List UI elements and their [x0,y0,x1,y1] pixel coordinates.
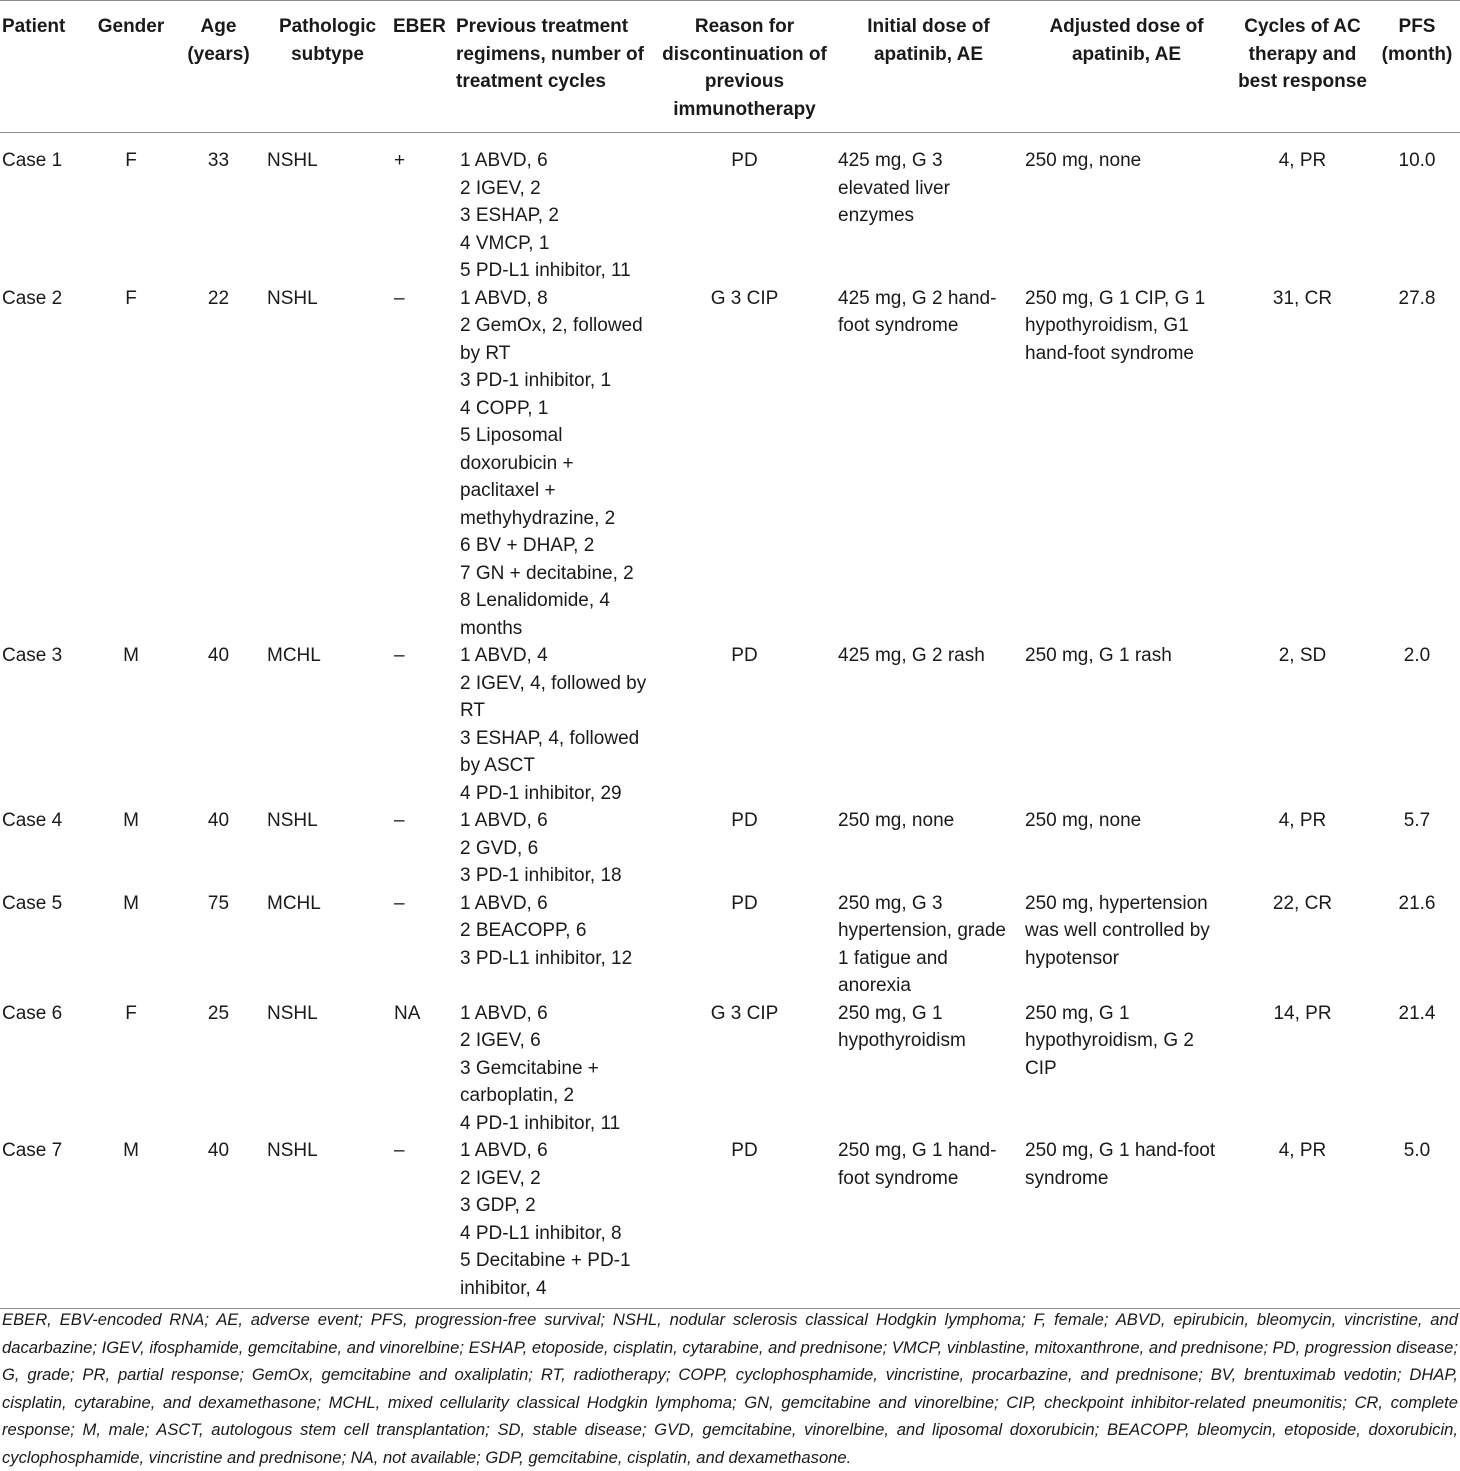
table-row [0,133,1460,285]
regimen-line: 7 GN + decitabine, 2 [460,562,634,584]
eber-cell: – [391,1137,454,1309]
header-adjusted-dose: Adjusted dose of apatinib, AE [1022,1,1231,133]
gender-cell: M [123,645,139,666]
pfs-cell: 21.6 [1398,892,1436,914]
gender-cell: M [89,1137,173,1309]
table-row [0,642,1460,807]
regimen-line: 3 PD-L1 inhibitor, 12 [460,947,633,969]
regimen-line: 3 ESHAP, 4, followed by ASCT [460,727,640,776]
discontinuation-reason-cell: G 3 CIP [710,1002,779,1024]
discontinuation-reason-cell: PD [731,645,758,666]
eber-cell: + [394,150,406,171]
eber-cell: – [394,645,405,666]
discontinuation-reason-cell: PD [731,810,758,831]
regimen-line: 2 GemOx, 2, followed by RT [460,315,643,364]
ac-cycles-response-cell: 4, PR [1278,150,1327,171]
pathologic-subtype-cell: MCHL [267,645,321,666]
table-row [0,807,1460,890]
header-patient: Patient [0,1,89,133]
header-age: Age (years) [173,1,264,133]
ac-cycles-response-cell: 31, CR [1272,287,1333,309]
adjusted-dose-cell: 250 mg, hypertension was well controlled by hypotensor [1025,892,1210,969]
age-cell: 22 [207,287,230,309]
previous-regimens-cell [454,285,654,643]
table-row [0,890,1460,1000]
regimen-line: 8 Lenalidomide, 4 months [460,590,610,639]
ac-cycles-response-cell: 2, SD [1278,645,1327,666]
regimen-line: 2 IGEV, 2 [460,177,541,199]
regimen-line: 1 ABVD, 6 [460,810,548,831]
patient-cell: Case 7 [0,1137,89,1309]
regimen-line: 2 IGEV, 4, followed by RT [460,672,647,721]
initial-dose-cell: 250 mg, none [838,810,955,831]
pathologic-subtype-cell: MCHL [267,892,321,914]
table-footnote: EBER, EBV-encoded RNA; AE, adverse event; PFS, progression-free survival; NSHL, nodular sclerosis classical Hodgkin lymphoma; F, female; ABVD, epirubicin, bleomycin, vincristine, and dacarbazine; IGEV, ifosphamide, gemcitabine, and vinorelbine; ESHAP, etoposide, cisplatin, cytarabine, and prednisone; VMCP, vinblastine, mitoxanthrone, and prednisone; PD, progression disease; G, grade; PR, partial response; GemOx, gemcitabine and oxaliplatin; RT, radiotherapy; COPP, cyclophosphamide, vincristine, procarbazine, and prednisone; BV, brentuximab vedotin; DHAP, cisplatin, cytarabine, and dexamethasone; MCHL, mixed cellularity classical Hodgkin lymphoma; GN, gemcitabine and vinorelbine; CIP, checkpoint inhibitor-related pneumonitis; CR, complete response; M, male; ASCT, autologous stem cell transplantation; SD, stable disease; GVD, gemcitabine, vinorelbine, and liposomal doxorubicin; BEACOPP, bleomycin, etoposide, doxorubicin, cyclophosphamide, vincristine and prednisone; NA, not available; GDP, gemcitabine, cisplatin, and dexamethasone. [2,1310,1458,1467]
previous-regimens-cell [454,807,654,890]
regimen-line: 2 IGEV, 2 [460,1167,541,1189]
regimen-line: 1 ABVD, 8 [460,287,548,309]
header-pathologic-subtype: Pathologic subtype [264,1,391,133]
pfs-cell: 2.0 [1403,645,1431,666]
regimen-line: 3 GDP, 2 [460,1195,536,1216]
patient-cell: Case 4 [2,810,63,831]
eber-cell: NA [394,1002,421,1024]
header-eber: EBER [391,1,454,133]
pathologic-subtype-cell: NSHL [267,1002,318,1024]
regimen-line: 3 Gemcitabine + carboplatin, 2 [460,1057,599,1106]
regimen-line: 5 Liposomal doxorubicin + paclitaxel + methyhydrazine, 2 [460,425,616,529]
pfs-cell: 5.0 [1374,1137,1460,1309]
regimen-line: 1 ABVD, 6 [460,892,548,914]
discontinuation-reason-cell: G 3 CIP [710,287,779,309]
adjusted-dose-cell: 250 mg, G 1 rash [1025,645,1172,666]
ac-cycles-response-cell: 4, PR [1231,1137,1374,1309]
regimen-line: 4 PD-L1 inhibitor, 8 [460,1222,622,1244]
regimen-line: 2 GVD, 6 [460,837,539,859]
adjusted-dose-cell: 250 mg, none [1025,150,1142,171]
age-cell: 25 [207,1002,230,1024]
adjusted-dose-cell: 250 mg, G 1 hand-foot syndrome [1022,1137,1231,1309]
regimen-line: 1 ABVD, 6 [460,150,548,171]
gender-cell: F [125,1002,137,1024]
regimen-line: 3 ESHAP, 2 [460,205,559,226]
previous-regimens-cell [454,642,654,807]
pathologic-subtype-cell: NSHL [267,810,318,831]
eber-cell: – [394,892,405,914]
initial-dose-cell: 250 mg, G 1 hand-foot syndrome [835,1137,1022,1309]
regimen-line: 3 PD-1 inhibitor, 1 [460,370,612,391]
patient-cell: Case 1 [2,150,63,171]
regimen-line: 4 PD-1 inhibitor, 29 [460,782,622,804]
ac-cycles-response-cell: 22, CR [1272,892,1333,914]
previous-regimens-cell [454,133,654,285]
discontinuation-reason-cell: PD [731,892,758,914]
initial-dose-cell: 425 mg, G 2 rash [838,645,985,666]
age-cell: 40 [207,645,230,666]
previous-regimens-cell [454,890,654,1000]
regimen-line: 1 ABVD, 6 [460,1140,548,1161]
gender-cell: M [123,810,139,831]
previous-regimens-cell [454,1000,654,1138]
initial-dose-cell: 425 mg, G 2 hand-foot syndrome [838,287,997,336]
pathologic-subtype-cell: NSHL [267,287,318,309]
adjusted-dose-cell: 250 mg, G 1 CIP, G 1 hypothyroidism, G1 hand-foot syndrome [1025,287,1206,364]
gender-cell: F [125,287,137,309]
header-discontinuation-reason: Reason for discontinuation of previous immunotherapy [654,1,835,133]
pfs-cell: 10.0 [1398,150,1436,171]
table-body [0,133,1460,1309]
regimen-line: 5 PD-L1 inhibitor, 11 [460,260,631,281]
table-row [0,1137,1460,1309]
regimen-line: 6 BV + DHAP, 2 [460,535,595,556]
pfs-cell: 5.7 [1403,810,1431,831]
adjusted-dose-cell: 250 mg, none [1025,810,1142,831]
header-ac-cycles-response: Cycles of AC therapy and best response [1231,1,1374,133]
gender-cell: M [123,892,139,914]
adjusted-dose-cell: 250 mg, G 1 hypothyroidism, G 2 CIP [1025,1002,1194,1079]
regimen-line: 4 VMCP, 1 [460,232,550,254]
regimen-line: 4 PD-1 inhibitor, 11 [460,1112,621,1134]
previous-regimens-cell [454,1137,654,1309]
patient-cell: Case 5 [2,892,63,914]
eber-cell: – [394,287,405,309]
regimen-line: 5 Decitabine + PD-1 inhibitor, 4 [460,1250,631,1299]
ac-cycles-response-cell: 4, PR [1278,810,1327,831]
eber-cell: – [394,810,405,831]
pathologic-subtype-cell: NSHL [264,1137,391,1309]
pfs-cell: 21.4 [1398,1002,1436,1024]
header-pfs: PFS (month) [1374,1,1460,133]
age-cell: 33 [207,150,230,171]
age-cell: 40 [207,810,230,831]
initial-dose-cell: 250 mg, G 1 hypothyroidism [838,1002,966,1051]
ac-cycles-response-cell: 14, PR [1273,1002,1332,1024]
discontinuation-reason-cell: PD [731,150,758,171]
age-cell: 40 [173,1137,264,1309]
age-cell: 75 [207,892,230,914]
regimen-line: 2 IGEV, 6 [460,1030,541,1051]
regimen-line: 4 COPP, 1 [460,397,549,419]
pfs-cell: 27.8 [1398,287,1436,309]
regimen-line: 2 BEACOPP, 6 [460,920,587,941]
header-previous-regimens: Previous treatment regimens, number of treatment cycles [454,1,654,133]
regimen-line: 1 ABVD, 4 [460,645,548,666]
patient-cell: Case 3 [2,645,63,666]
regimen-line: 1 ABVD, 6 [460,1002,548,1024]
gender-cell: F [125,150,137,171]
table-row [0,285,1460,643]
regimen-line: 3 PD-1 inhibitor, 18 [460,865,622,886]
initial-dose-cell: 250 mg, G 3 hypertension, grade 1 fatigue and anorexia [838,892,1006,996]
initial-dose-cell: 425 mg, G 3 elevated liver enzymes [838,150,950,226]
header-gender: Gender [89,1,173,133]
table-row [0,1000,1460,1138]
patient-cell: Case 2 [2,287,63,309]
table-header-row [0,1,1460,133]
discontinuation-reason-cell: PD [654,1137,835,1309]
header-initial-dose: Initial dose of apatinib, AE [835,1,1022,133]
patient-cell: Case 6 [2,1002,63,1024]
pathologic-subtype-cell: NSHL [267,150,318,171]
